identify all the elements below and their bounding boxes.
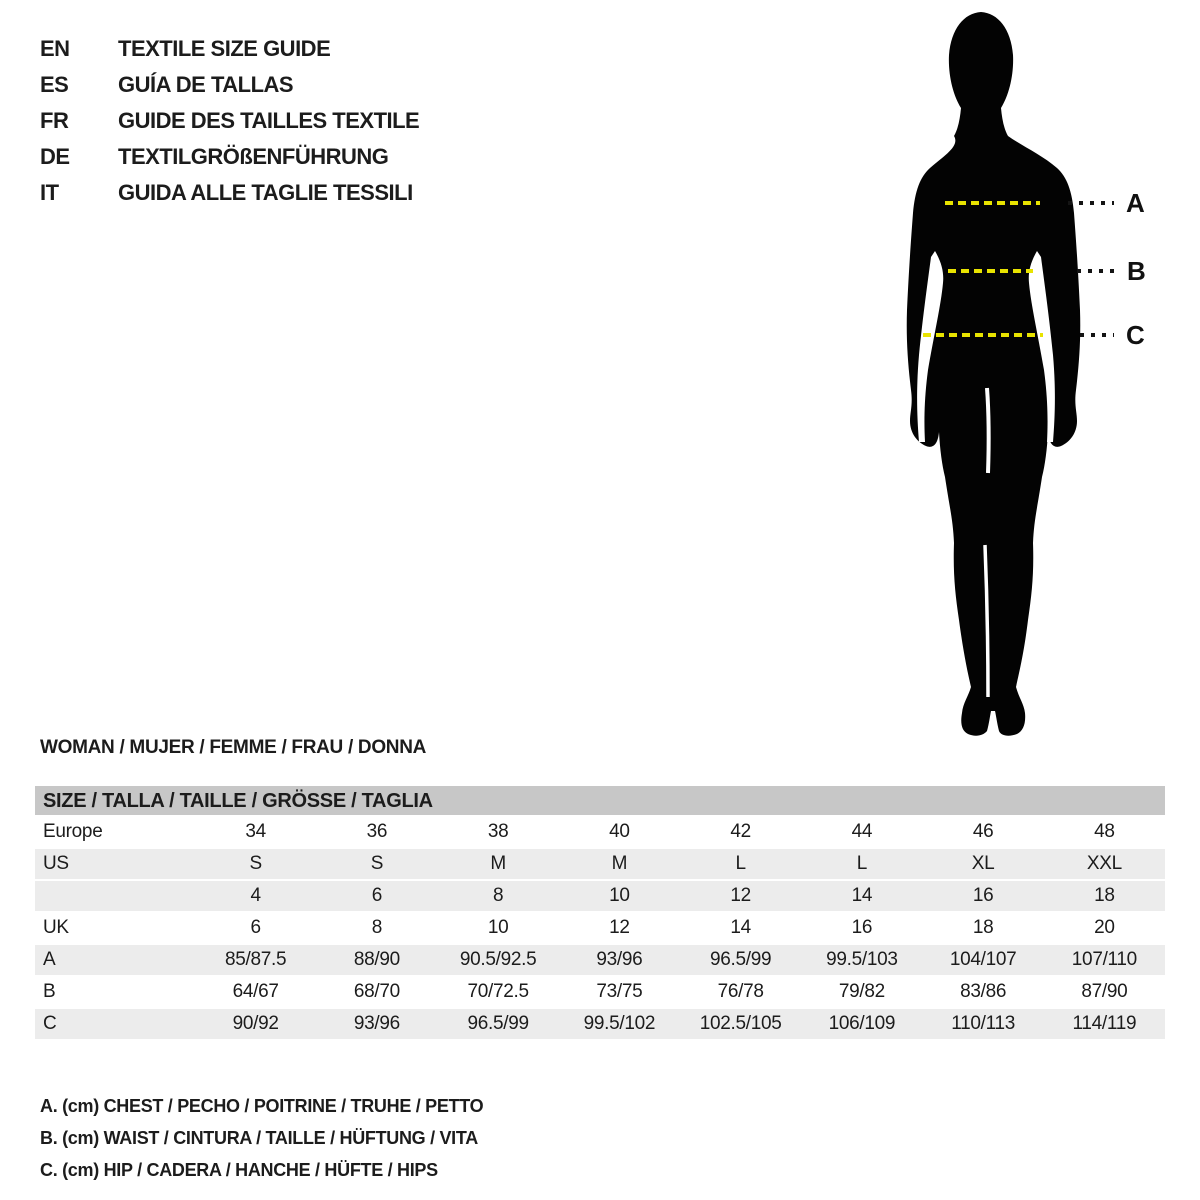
language-code: EN <box>40 36 70 61</box>
cell: 6 <box>371 885 383 906</box>
cell: 18 <box>972 917 994 938</box>
cell: M <box>490 853 506 874</box>
language-row-fr <box>40 103 419 139</box>
section-title-woman: WOMAN / MUJER / FEMME / FRAU / DONNA <box>40 737 427 758</box>
language-row-it <box>40 175 419 211</box>
row-label: B <box>43 981 56 1002</box>
language-code: FR <box>40 108 69 133</box>
cell: 48 <box>1094 821 1115 842</box>
cell: 96.5/99 <box>709 949 772 970</box>
cell: L <box>856 853 868 874</box>
row-label: A <box>43 949 56 970</box>
cell: 40 <box>609 821 630 842</box>
cell: 4 <box>250 885 261 906</box>
cell: 90/92 <box>232 1013 279 1034</box>
measurement-legend <box>40 1090 483 1186</box>
legend-chest: A. (cm) CHEST / PECHO / POITRINE / TRUHE / PETTO <box>40 1096 484 1116</box>
cell: 99.5/103 <box>826 949 898 970</box>
cell: 87/90 <box>1081 981 1128 1002</box>
language-code: DE <box>40 144 70 169</box>
cell: 106/109 <box>828 1013 896 1034</box>
leg-gap-upper <box>987 388 989 473</box>
cell: XXL <box>1086 853 1122 874</box>
marker-a-label: A <box>1126 188 1145 218</box>
cell: 18 <box>1094 885 1115 906</box>
language-row-es <box>40 67 419 103</box>
table-row-us-letters <box>35 849 1165 881</box>
cell: S <box>370 853 384 874</box>
table-row-waist-b <box>35 977 1165 1009</box>
table-row-uk <box>35 913 1165 945</box>
cell: 20 <box>1094 917 1115 938</box>
cell: 42 <box>730 821 751 842</box>
cell: 93/96 <box>596 949 643 970</box>
cell: L <box>735 853 746 874</box>
language-code: ES <box>40 72 69 97</box>
cell: XL <box>971 853 995 874</box>
cell: 8 <box>492 885 504 906</box>
cell: 10 <box>609 885 630 906</box>
cell: 79/82 <box>838 981 885 1002</box>
size-table <box>35 786 1165 1041</box>
marker-c-label: C <box>1126 320 1145 350</box>
row-label: UK <box>43 917 69 938</box>
row-label: Europe <box>43 821 103 842</box>
legend-hip: C. (cm) HIP / CADERA / HANCHE / HÜFTE / HIPS <box>40 1160 438 1180</box>
table-row-chest-a <box>35 945 1165 977</box>
cell: 110/113 <box>951 1013 1015 1034</box>
cell: 76/78 <box>717 981 764 1002</box>
cell: 85/87.5 <box>224 949 287 970</box>
guide-title-es: GUÍA DE TALLAS <box>118 72 294 97</box>
cell: 36 <box>366 821 388 842</box>
cell: 16 <box>972 885 994 906</box>
table-row-europe <box>35 817 1165 849</box>
cell: 10 <box>487 917 509 938</box>
table-row-us-numbers <box>35 881 1165 913</box>
cell: 38 <box>487 821 509 842</box>
cell: 102.5/105 <box>699 1013 782 1034</box>
cell: 107/110 <box>1071 949 1137 970</box>
cell: S <box>249 853 262 874</box>
measurement-figure <box>870 5 1180 745</box>
cell: 88/90 <box>353 949 400 970</box>
cell: 99.5/102 <box>583 1013 656 1034</box>
cell: 44 <box>851 821 873 842</box>
cell: 83/86 <box>960 981 1007 1002</box>
cell: 14 <box>730 917 751 938</box>
cell: M <box>611 853 628 874</box>
table-row-hip-c <box>35 1009 1165 1041</box>
guide-title-en: TEXTILE SIZE GUIDE <box>118 36 331 61</box>
marker-b-label: B <box>1127 256 1146 286</box>
cell: 34 <box>245 821 266 842</box>
cell: 104/107 <box>949 949 1017 970</box>
cell: 12 <box>730 885 751 906</box>
guide-title-de: TEXTILGRÖßENFÜHRUNG <box>118 144 389 169</box>
legend-waist: B. (cm) WAIST / CINTURA / TAILLE / HÜFTUNG / VITA <box>40 1128 478 1148</box>
language-title-list <box>40 31 419 211</box>
cell: 14 <box>851 885 873 906</box>
cell: 16 <box>851 917 873 938</box>
cell: 73/75 <box>596 981 643 1002</box>
row-label: C <box>43 1013 57 1034</box>
cell: 8 <box>371 917 383 938</box>
woman-silhouette-figure <box>870 5 1180 745</box>
guide-title-it: GUIDA ALLE TAGLIE TESSILI <box>118 180 413 205</box>
cell: 46 <box>972 821 994 842</box>
cell: 6 <box>250 917 261 938</box>
language-row-en <box>40 31 419 67</box>
language-row-de <box>40 139 419 175</box>
cell: 64/67 <box>232 981 279 1002</box>
cell: 93/96 <box>353 1013 400 1034</box>
row-label <box>35 881 195 911</box>
cell: 70/72.5 <box>467 981 529 1002</box>
cell: 114/119 <box>1072 1013 1137 1034</box>
cell: 12 <box>609 917 630 938</box>
guide-title-fr: GUIDE DES TAILLES TEXTILE <box>118 108 420 133</box>
size-table-header: SIZE / TALLA / TAILLE / GRÖSSE / TAGLIA <box>35 786 1165 817</box>
cell: 68/70 <box>353 981 400 1002</box>
language-code: IT <box>40 180 59 205</box>
cell: 90.5/92.5 <box>459 949 537 970</box>
cell: 96.5/99 <box>467 1013 529 1034</box>
row-label: US <box>43 853 69 874</box>
